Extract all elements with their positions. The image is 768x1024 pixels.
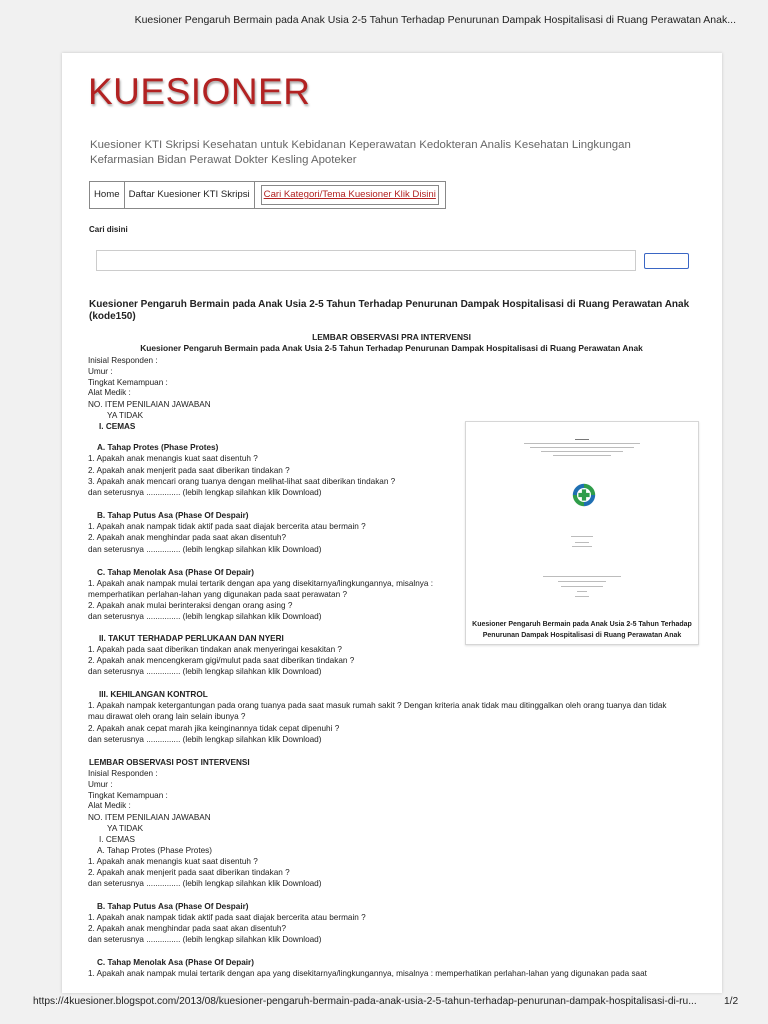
pre-line: II. TAKUT TERHADAP PERLUKAAN DAN NYERI [99,634,284,643]
pre-line: 2. Apakah anak mencengkeram gigi/mulut pada saat diberikan tindakan ? [88,656,355,665]
pre-line: memperhatikan perlahan-lahan yang digunakan pada saat perawatan ? [88,590,347,599]
pre-line: B. Tahap Putus Asa (Phase Of Despair) [97,511,249,520]
post-line: Inisial Responden : [88,769,158,778]
pre-line: 1. Apakah nampak ketergantungan pada orang tuanya pada saat masuk rumah sakit ? Dengan kriteria anak tidak mau ditinggalkan oleh orang tuanya dan tidak [88,701,667,710]
post-line: YA TIDAK [107,824,144,833]
footer-page-number: 1/2 [724,996,739,1007]
thumbnail-caption: Kuesioner Pengaruh Bermain pada Anak Usia 2-5 Tahun Terhadap Penurunan Dampak Hospitalisasi di Ruang Perawatan Anak [472,621,692,639]
pre-line: 2. Apakah anak menghindar pada saat akan disentuh? [88,533,287,542]
pre-line: dan seterusnya ............... (lebih lengkap silahkan klik Download) [88,612,322,621]
thumb-text-line [577,591,587,592]
post-line: Umur : [88,780,113,789]
nav-item-cari-kategori-label[interactable]: Cari Kategori/Tema Kuesioner Klik Disini [261,185,439,205]
blog-page [62,53,722,993]
pre-line: dan seterusnya ............... (lebih lengkap silahkan klik Download) [88,488,322,497]
post-line: 1. Apakah anak nampak mulai tertarik dengan apa yang disekitarnya/lingkungannya, misalnya : memperhatikan perlahan-lahan yang digunakan pada saat [88,969,647,978]
blog-title[interactable]: KUESIONER [88,71,311,112]
pre-line: 1. Apakah anak menangis kuat saat disentuh ? [88,454,258,463]
print-header-title: Kuesioner Pengaruh Bermain pada Anak Usia 2-5 Tahun Terhadap Penurunan Dampak Hospitalisasi di Ruang Perawatan Anak... [134,14,736,26]
thumb-text-line [575,439,589,440]
pre-line: 2. Apakah anak cepat marah jika keinginannya tidak cepat dipenuhi ? [88,724,340,733]
pre-intervention-subheading: Kuesioner Pengaruh Bermain pada Anak Usia 2-5 Tahun Terhadap Penurunan Dampak Hospitalisasi di Ruang Perawatan Anak [140,343,643,353]
pre-intervention-heading: LEMBAR OBSERVASI PRA INTERVENSI [312,332,471,342]
pre-line: Tingkat Kemampuan : [88,378,168,387]
footer-url: https://4kuesioner.blogspot.com/2013/08/kuesioner-pengaruh-bermain-pada-anak-usia-2-5-tahun-terhadap-penurunan-dampak-hospitalisasi-di-ru... [33,996,697,1007]
post-intervention-heading: LEMBAR OBSERVASI POST INTERVENSI [89,758,250,767]
nav-item-cari-kategori[interactable] [255,182,445,208]
post-line: 1. Apakah anak menangis kuat saat disentuh ? [88,857,258,866]
pre-line: 1. Apakah anak nampak mulai tertarik dengan apa yang disekitarnya/lingkungannya, misalnya : [88,579,433,588]
pre-line: Umur : [88,367,113,376]
pre-line: Alat Medik : [88,388,131,397]
pre-line: C. Tahap Menolak Asa (Phase Of Depair) [97,568,254,577]
university-logo-icon [570,481,598,509]
pre-line: dan seterusnya ............... (lebih lengkap silahkan klik Download) [88,667,322,676]
pre-line: dan seterusnya ............... (lebih lengkap silahkan klik Download) [88,545,322,554]
pre-line: 2. Apakah anak mulai berinteraksi dengan orang asing ? [88,601,293,610]
pre-line: 1. Apakah pada saat diberikan tindakan anak menyeringai kesakitan ? [88,645,342,654]
post-line: B. Tahap Putus Asa (Phase Of Despair) [97,902,249,911]
thumb-text-line [541,451,623,452]
thumb-text-line [561,586,603,587]
pre-line: mau dirawat oleh orang lain selain ibunya ? [88,712,246,721]
thumb-text-line [575,542,589,543]
post-line: Tingkat Kemampuan : [88,791,168,800]
post-line: 2. Apakah anak menghindar pada saat akan disentuh? [88,924,287,933]
document-thumbnail[interactable] [465,421,699,645]
thumb-text-line [572,546,592,547]
post-line: 1. Apakah anak nampak tidak aktif pada saat diajak bercerita atau bermain ? [88,913,366,922]
blog-description: Kuesioner KTI Skripsi Kesehatan untuk Kebidanan Keperawatan Kedokteran Analis Kesehatan Lingkungan Kefarmasian Bidan Perawat Dokter Kesling Apoteker [90,139,631,166]
post-line: NO. ITEM PENILAIAN JAWABAN [88,813,211,822]
pre-line: Inisial Responden : [88,356,158,365]
pre-line: A. Tahap Protes (Phase Protes) [97,443,219,452]
post-line: dan seterusnya ............... (lebih lengkap silahkan klik Download) [88,935,322,944]
pre-line: dan seterusnya ............... (lebih lengkap silahkan klik Download) [88,735,322,744]
thumb-text-line [530,447,634,448]
print-header [0,0,768,32]
thumb-text-line [575,596,589,597]
search-input[interactable] [96,250,636,271]
thumb-text-line [543,576,621,577]
nav-menu [89,181,446,209]
pre-line: 2. Apakah anak menjerit pada saat diberikan tindakan ? [88,466,290,475]
post-line: 2. Apakah anak menjerit pada saat diberikan tindakan ? [88,868,290,877]
thumb-text-line [558,581,606,582]
pre-line: NO. ITEM PENILAIAN JAWABAN [88,400,211,409]
search-button[interactable] [644,253,689,269]
post-line: dan seterusnya ............... (lebih lengkap silahkan klik Download) [88,879,322,888]
post-line: Alat Medik : [88,801,131,810]
post-line: I. CEMAS [99,835,135,844]
thumb-text-line [571,536,593,537]
thumb-text-line [524,443,640,444]
post-title: Kuesioner Pengaruh Bermain pada Anak Usia 2-5 Tahun Terhadap Penurunan Dampak Hospitalisasi di Ruang Perawatan Anak (kode150) [89,299,690,322]
post-line: A. Tahap Protes (Phase Protes) [97,846,212,855]
pre-line: I. CEMAS [99,422,136,431]
search-label: Cari disini [89,225,128,234]
nav-item-daftar-kuesioner[interactable]: Daftar Kuesioner KTI Skripsi [125,182,255,208]
pre-line: 1. Apakah anak nampak tidak aktif pada saat diajak bercerita atau bermain ? [88,522,366,531]
post-line: C. Tahap Menolak Asa (Phase Of Depair) [97,958,254,967]
nav-item-home[interactable]: Home [90,182,125,208]
pre-line: 3. Apakah anak mencari orang tuanya dengan melihat-lihat saat diberikan tindakan ? [88,477,396,486]
pre-line: III. KEHILANGAN KONTROL [99,690,208,699]
pre-line: YA TIDAK [107,411,144,420]
thumb-text-line [553,455,611,456]
